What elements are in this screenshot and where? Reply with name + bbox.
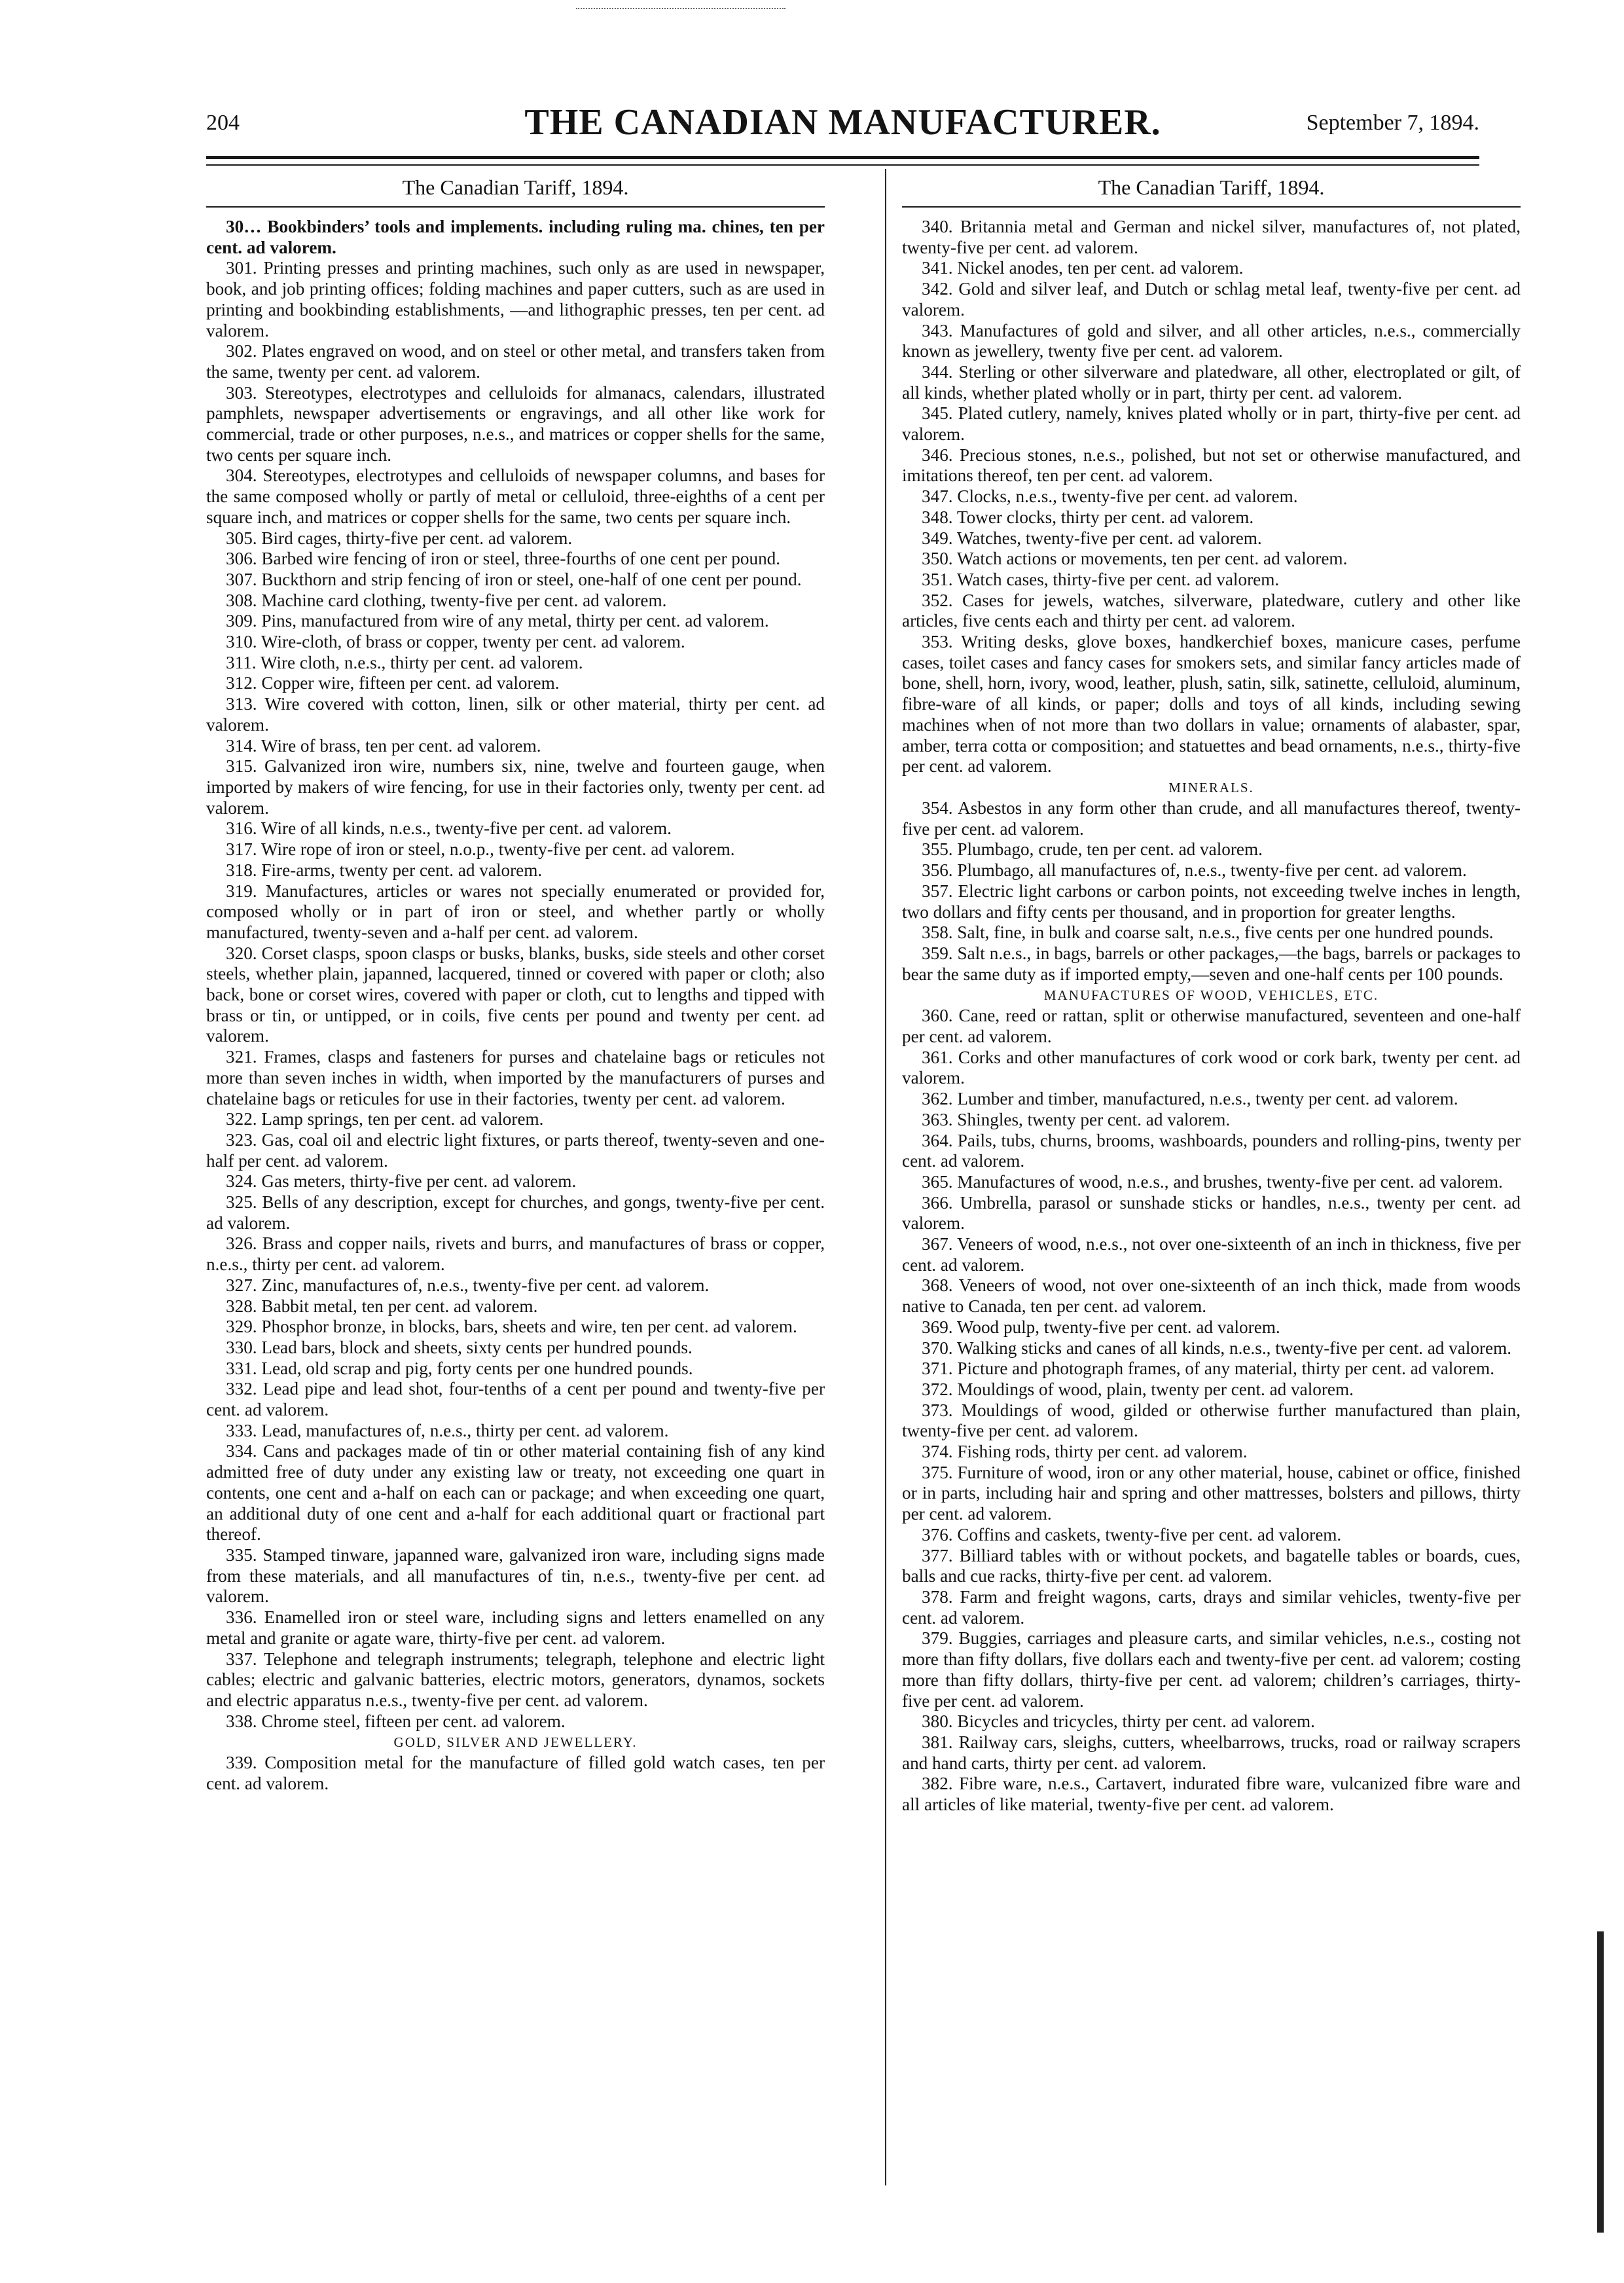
tariff-entry: 328. Babbit metal, ten per cent. ad valorem. xyxy=(226,1296,538,1316)
tariff-entry: 311. Wire cloth, n.e.s., thirty per cent. ad valorem. xyxy=(226,652,583,672)
tariff-entry: 336. Enamelled iron or steel ware, including signs and letters enamelled on any metal and granite or agate ware, thirty-five per cent. ad valorem. xyxy=(206,1607,825,1648)
tariff-entry: 359. Salt n.e.s., in bags, barrels or other packages,—the bags, barrels or packages to bear the same duty as if imported empty,—seven and one-half cents per 100 pounds. xyxy=(902,943,1521,984)
tariff-entry: 365. Manufactures of wood, n.e.s., and brushes, twenty-five per cent. ad valorem. xyxy=(922,1171,1503,1192)
tariff-entry: 339. Composition metal for the manufacture of filled gold watch cases, ten per cent. ad valorem. xyxy=(206,1753,825,1794)
tariff-entry: 319. Manufactures, articles or wares not specially enumerated or provided for, composed wholly or in part of iron or steel, and whether partly or wholly manufactured, twenty-seven and a-half per cent. ad valorem. xyxy=(206,881,825,942)
tariff-entry: 376. Coffins and caskets, twenty-five per cent. ad valorem. xyxy=(922,1524,1342,1544)
tariff-entry: 344. Sterling or other silverware and platedware, all other, electroplated or gilt, of all kinds, whether plated wholly or in part, thirty per cent. ad valorem. xyxy=(902,361,1521,403)
tariff-entry: 372. Mouldings of wood, plain, twenty per cent. ad valorem. xyxy=(922,1379,1354,1399)
tariff-entry: 355. Plumbago, crude, ten per cent. ad valorem. xyxy=(922,839,1263,860)
tariff-entry: 330. Lead bars, block and sheets, sixty cents per hundred pounds. xyxy=(226,1337,693,1357)
journal-title: THE CANADIAN MANUFACTURER. xyxy=(524,102,1161,143)
left-column-title: The Canadian Tariff, 1894. xyxy=(206,175,825,208)
tariff-entry: 354. Asbestos in any form other than crude, and all manufactures thereof, twenty-five per cent. ad valorem. xyxy=(902,797,1521,839)
tariff-entry: 326. Brass and copper nails, rivets and burrs, and manufactures of brass or copper, n.e.s., thirty per cent. ad valorem. xyxy=(206,1233,825,1275)
tariff-entry: 366. Umbrella, parasol or sunshade sticks or handles, n.e.s., twenty per cent. ad valorem. xyxy=(902,1192,1521,1233)
right-entries xyxy=(902,217,1521,777)
tariff-entry: 363. Shingles, twenty per cent. ad valorem. xyxy=(922,1109,1231,1129)
masthead-rule-heavy xyxy=(206,156,1479,159)
tariff-entry: 334. Cans and packages made of tin or other material containing fish of any kind admitted free of duty under any existing law or treaty, not exceeding one quart in contents, one cent and a-half on each can or package; and when exceeding one quart, an additional duty of one cent and a-half for each additional quart or fractional part thereof. xyxy=(206,1441,825,1544)
tariff-entry: 369. Wood pulp, twenty-five per cent. ad valorem. xyxy=(922,1317,1280,1337)
tariff-entry: 318. Fire-arms, twenty per cent. ad valorem. xyxy=(226,860,543,880)
tariff-entry: 342. Gold and silver leaf, and Dutch or schlag metal leaf, twenty-five per cent. ad valorem. xyxy=(902,279,1521,320)
top-edge-dots xyxy=(576,8,785,9)
right-column xyxy=(902,175,1521,2205)
tariff-entry: 30… Bookbinders’ tools and implements. including ruling ma. chines, ten per cent. ad valorem. xyxy=(206,217,825,257)
tariff-entry: 302. Plates engraved on wood, and on steel or other metal, and transfers taken from the same, twenty per cent. ad valorem. xyxy=(206,341,825,382)
tariff-entry: 351. Watch cases, thirty-five per cent. ad valorem. xyxy=(922,569,1280,589)
tariff-entry: 379. Buggies, carriages and pleasure carts, and similar vehicles, n.e.s., costing not more than fifty dollars, five dollars each and twenty-five per cent. ad valorem; costing more than fifty dollars, thirty-five per cent. ad valorem; children’s carriages, thirty-five per cent. ad valorem. xyxy=(902,1628,1521,1711)
tariff-entry: 323. Gas, coal oil and electric light fixtures, or parts thereof, twenty-seven and one-half per cent. ad valorem. xyxy=(206,1129,825,1171)
issue-date: September 7, 1894. xyxy=(1306,111,1479,135)
tariff-entry: 324. Gas meters, thirty-five per cent. ad valorem. xyxy=(226,1171,577,1192)
tariff-entry: 329. Phosphor bronze, in blocks, bars, sheets and wire, ten per cent. ad valorem. xyxy=(226,1317,797,1337)
masthead-rule-light xyxy=(206,164,1479,166)
left-column xyxy=(206,175,825,2205)
tariff-entry: 382. Fibre ware, n.e.s., Cartavert, indurated fibre ware, vulcanized fibre ware and all articles of like material, twenty-five per cent. ad valorem. xyxy=(902,1774,1521,1815)
tariff-entry: 370. Walking sticks and canes of all kinds, n.e.s., twenty-five per cent. ad valorem. xyxy=(922,1338,1512,1358)
right-column-title: The Canadian Tariff, 1894. xyxy=(902,175,1521,208)
tariff-entry: 316. Wire of all kinds, n.e.s., twenty-five per cent. ad valorem. xyxy=(226,818,672,839)
tariff-entry: 340. Britannia metal and German and nickel silver, manufactures of, not plated, twenty-five per cent. ad valorem. xyxy=(902,217,1521,257)
tariff-entry: 353. Writing desks, glove boxes, handkerchief boxes, manicure cases, perfume cases, toilet cases and fancy cases for smokers sets, and similar fancy articles made of bone, shell, horn, ivory, wood, leather, plush, satin, silk, satinette, celluloid, aluminum, fibre-ware of all kinds, or paper; dolls and toys of all kinds, including sewing machines when of not more than two dollars in value; ornaments of alabaster, spar, amber, terra cotta or composition; and statuettes and bead ornaments, n.e.s., thirty-five per cent. ad valorem. xyxy=(902,632,1521,776)
tariff-entry: 325. Bells of any description, except for churches, and gongs, twenty-five per cent. ad valorem. xyxy=(206,1192,825,1233)
tariff-entry: 348. Tower clocks, thirty per cent. ad valorem. xyxy=(922,507,1254,527)
tariff-entry: 374. Fishing rods, thirty per cent. ad valorem. xyxy=(922,1442,1248,1462)
right-entries-wood xyxy=(902,1006,1521,1815)
tariff-entry: 337. Telephone and telegraph instruments; telegraph, telephone and electric light cables; electric and galvanic batteries, electric motors, generators, dynamos, sockets and electric apparatus n.e.s., twenty-five per cent. ad valorem. xyxy=(206,1649,825,1710)
left-entries-after xyxy=(206,1753,825,1794)
tariff-entry: 304. Stereotypes, electrotypes and celluloids of newspaper columns, and bases for the same composed wholly or partly of metal or celluloid, three-eighths of a cent per square inch, and matrices or copper shells for the same, two cents per square inch. xyxy=(206,466,825,527)
tariff-entry: 347. Clocks, n.e.s., twenty-five per cent. ad valorem. xyxy=(922,486,1298,507)
tariff-entry: 380. Bicycles and tricycles, thirty per cent. ad valorem. xyxy=(922,1711,1315,1732)
tariff-entry: 307. Buckthorn and strip fencing of iron or steel, one-half of one cent per pound. xyxy=(226,569,802,589)
tariff-entry: 333. Lead, manufactures of, n.e.s., thirty per cent. ad valorem. xyxy=(226,1420,669,1440)
tariff-entry: 349. Watches, twenty-five per cent. ad valorem. xyxy=(922,528,1262,548)
tariff-entry: 356. Plumbago, all manufactures of, n.e.s., twenty-five per cent. ad valorem. xyxy=(922,860,1467,881)
tariff-entry: 338. Chrome steel, fifteen per cent. ad valorem. xyxy=(226,1711,566,1731)
column-separator xyxy=(885,169,886,2185)
tariff-entry: 321. Frames, clasps and fasteners for purses and chatelaine bags or reticules not more than seven inches in width, when imported by the manufacturers of purses and chatelaine bags or reticules for use in their factories, twenty per cent. ad valorem. xyxy=(206,1047,825,1108)
tariff-entry: 320. Corset clasps, spoon clasps or busks, blanks, busks, side steels and other corset steels, whether plain, japanned, lacquered, tinned or covered with paper or cloth; also back, bone or corset wires, covered with paper or cloth, cut to lengths and tipped with brass or tin, or untipped, or in coils, five cents per pound and twenty per cent. ad valorem. xyxy=(206,943,825,1046)
tariff-entry: 312. Copper wire, fifteen per cent. ad valorem. xyxy=(226,673,560,693)
tariff-entry: 327. Zinc, manufactures of, n.e.s., twenty-five per cent. ad valorem. xyxy=(226,1275,710,1295)
tariff-entry: 360. Cane, reed or rattan, split or otherwise manufactured, seventeen and one-half per cent. ad valorem. xyxy=(902,1006,1521,1047)
page-edge-shadow xyxy=(1597,1931,1604,2233)
tariff-entry: 361. Corks and other manufactures of cork wood or cork bark, twenty per cent. ad valorem. xyxy=(902,1047,1521,1088)
tariff-entry: 341. Nickel anodes, ten per cent. ad valorem. xyxy=(922,258,1244,278)
tariff-entry: 371. Picture and photograph frames, of any material, thirty per cent. ad valorem. xyxy=(922,1359,1494,1379)
tariff-entry: 345. Plated cutlery, namely, knives plated wholly or in part, thirty-five per cent. ad valorem. xyxy=(902,403,1521,445)
tariff-entry: 305. Bird cages, thirty-five per cent. ad valorem. xyxy=(226,528,573,548)
section-heading-minerals: MINERALS. xyxy=(1168,779,1254,795)
tariff-entry: 364. Pails, tubs, churns, brooms, washboards, pounders and rolling-pins, twenty per cent. ad valorem. xyxy=(902,1130,1521,1171)
tariff-entry: 315. Galvanized iron wire, numbers six, nine, twelve and fourteen gauge, when imported by makers of wire fencing, for use in their factories only, twenty per cent. ad valorem. xyxy=(206,756,825,818)
tariff-entry: 301. Printing presses and printing machines, such only as are used in newspaper, book, and job printing offices; folding machines and paper cutters, such as are used in printing and bookbinding establishments, —and lithographic presses, ten per cent. ad valorem. xyxy=(206,258,825,340)
left-entries xyxy=(206,217,825,1732)
tariff-entry: 378. Farm and freight wagons, carts, drays and similar vehicles, twenty-five per cent. ad valorem. xyxy=(902,1587,1521,1628)
tariff-entry: 373. Mouldings of wood, gilded or otherwise further manufactured than plain, twenty-five per cent. ad valorem. xyxy=(902,1400,1521,1441)
tariff-entry: 317. Wire rope of iron or steel, n.o.p., twenty-five per cent. ad valorem. xyxy=(226,839,735,860)
tariff-entry: 377. Billiard tables with or without pockets, and bagatelle tables or boards, cues, balls and cue racks, thirty-five per cent. ad valorem. xyxy=(902,1545,1521,1586)
masthead xyxy=(206,101,1479,147)
tariff-entry: 357. Electric light carbons or carbon points, not exceeding twelve inches in length, two dollars and fifty cents per thousand, and in proportion for greater lengths. xyxy=(902,881,1521,922)
tariff-entry: 335. Stamped tinware, japanned ware, galvanized iron ware, including signs made from these materials, and all manufactures of tin, n.e.s., twenty-five per cent. ad valorem. xyxy=(206,1545,825,1607)
tariff-entry: 303. Stereotypes, electrotypes and celluloids for almanacs, calendars, illustrated pamphlets, newspaper advertisements or engravings, and all other like work for commercial, trade or other purposes, n.e.s., and matrices or copper shells for the same, two cents per square inch. xyxy=(206,382,825,465)
tariff-entry: 343. Manufactures of gold and silver, and all other articles, n.e.s., commercially known as jewellery, twenty five per cent. ad valorem. xyxy=(902,320,1521,361)
section-heading-gold: GOLD, SILVER AND JEWELLERY. xyxy=(393,1734,638,1751)
tariff-entry: 332. Lead pipe and lead shot, four-tenths of a cent per pound and twenty-five per cent. ad valorem. xyxy=(206,1379,825,1420)
tariff-entry: 314. Wire of brass, ten per cent. ad valorem. xyxy=(226,735,541,756)
tariff-entry: 375. Furniture of wood, iron or any other material, house, cabinet or office, finished or in parts, including hair and spring and other mattresses, bolsters and pillows, thirty per cent. ad valorem. xyxy=(902,1462,1521,1524)
tariff-entry: 350. Watch actions or movements, ten per cent. ad valorem. xyxy=(922,549,1348,569)
tariff-entry: 309. Pins, manufactured from wire of any metal, thirty per cent. ad valorem. xyxy=(226,611,769,631)
tariff-entry: 313. Wire covered with cotton, linen, silk or other material, thirty per cent. ad valorem. xyxy=(206,694,825,735)
tariff-entry: 381. Railway cars, sleighs, cutters, wheelbarrows, trucks, road or railway scrapers and hand carts, thirty per cent. ad valorem. xyxy=(902,1732,1521,1773)
right-entries-minerals xyxy=(902,798,1521,985)
tariff-entry: 362. Lumber and timber, manufactured, n.e.s., twenty per cent. ad valorem. xyxy=(922,1089,1458,1109)
tariff-entry: 322. Lamp springs, ten per cent. ad valorem. xyxy=(226,1109,544,1129)
section-heading-wood: MANUFACTURES OF WOOD, VEHICLES, ETC. xyxy=(1043,987,1379,1004)
page-number: 204 xyxy=(206,111,240,135)
tariff-entry: 306. Barbed wire fencing of iron or steel, three-fourths of one cent per pound. xyxy=(226,549,781,569)
tariff-entry: 358. Salt, fine, in bulk and coarse salt, n.e.s., five cents per one hundred pounds. xyxy=(922,922,1494,943)
tariff-entry: 367. Veneers of wood, n.e.s., not over one-sixteenth of an inch in thickness, five per cent. ad valorem. xyxy=(902,1234,1521,1275)
tariff-entry: 331. Lead, old scrap and pig, forty cents per one hundred pounds. xyxy=(226,1358,693,1378)
tariff-entry: 352. Cases for jewels, watches, silverware, platedware, cutlery and other like articles, five cents each and thirty per cent. ad valorem. xyxy=(902,590,1521,631)
tariff-entry: 368. Veneers of wood, not over one-sixteenth of an inch thick, made from woods native to Canada, ten per cent. ad valorem. xyxy=(902,1275,1521,1317)
tariff-entry: 346. Precious stones, n.e.s., polished, but not set or otherwise manufactured, and imitations thereof, ten per cent. ad valorem. xyxy=(902,445,1521,486)
tariff-entry: 310. Wire-cloth, of brass or copper, twenty per cent. ad valorem. xyxy=(226,632,685,652)
tariff-entry: 308. Machine card clothing, twenty-five per cent. ad valorem. xyxy=(226,590,667,610)
